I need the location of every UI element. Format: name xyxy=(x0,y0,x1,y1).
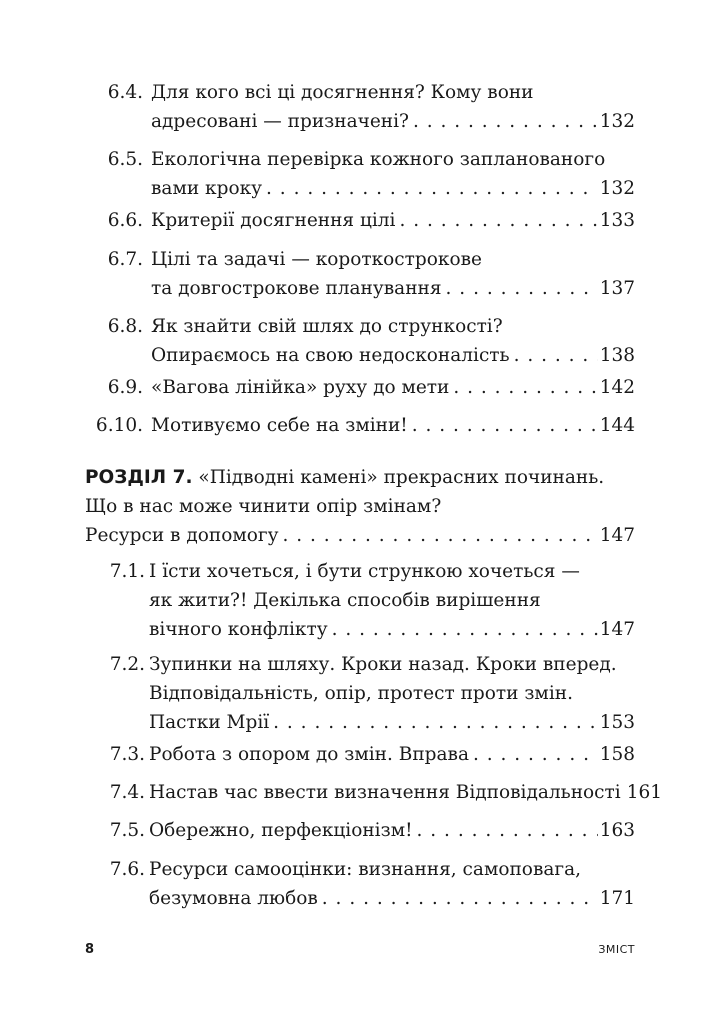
page-number: 8 xyxy=(85,942,95,957)
page-ref: 138 xyxy=(599,345,635,366)
dot-leader xyxy=(412,411,598,440)
page-ref: 147 xyxy=(599,619,635,640)
entry-title-line: Ресурси самооцінки: визнання, самоповага, xyxy=(149,859,581,880)
dot-leader xyxy=(332,615,598,644)
entry-title-line: вічного конфлікту xyxy=(149,619,328,640)
page-ref: 133 xyxy=(599,210,635,231)
entry-number: 6.4. xyxy=(107,82,143,103)
entry-number: 6.9. xyxy=(107,377,143,398)
entry-title-line: Для кого всі ці досягнення? Кому вони xyxy=(151,82,534,103)
entry-title-line: Настав час ввести визначення Відповідальності xyxy=(149,782,621,803)
running-footer-section: ЗМІСТ xyxy=(598,943,635,956)
entry-title-line: І їсти хочеться, і бути стрункою хочеться — xyxy=(149,561,580,582)
page-ref: 137 xyxy=(599,278,635,299)
dot-leader xyxy=(514,341,598,370)
entry-number: 7.1. xyxy=(109,561,145,582)
page-ref: 144 xyxy=(599,415,635,436)
dot-leader xyxy=(473,740,598,769)
entry-title-line: Як знайти свій шлях до стрункості? xyxy=(151,316,503,337)
dot-leader xyxy=(417,816,598,845)
entry-number: 7.6. xyxy=(109,859,145,880)
entry-number: 6.6. xyxy=(107,210,143,231)
entry-number: 6.5. xyxy=(107,149,143,170)
entry-title-line: «Вагова лінійка» руху до мети xyxy=(151,377,450,398)
page-ref: 158 xyxy=(599,744,635,765)
entry-number: 6.7. xyxy=(107,249,143,270)
entry-title-line: Пастки Мрії xyxy=(149,712,270,733)
entry-title-line: Відповідальність, опір, протест проти змін. xyxy=(149,683,573,704)
dot-leader xyxy=(399,206,597,235)
entry-title-line: Робота з опором до змін. Вправа xyxy=(149,744,469,765)
entry-title-line: Зупинки на шляху. Кроки назад. Кроки вперед. xyxy=(149,654,617,675)
page-ref: 161 xyxy=(626,782,662,803)
dot-leader xyxy=(273,708,598,737)
entry-number: 7.5. xyxy=(109,820,145,841)
entry-title-line: Цілі та задачі — короткострокове xyxy=(151,249,482,270)
entry-title-line: Критерії досягнення цілі xyxy=(151,210,396,231)
entry-title-line: Мотивуємо себе на зміни! xyxy=(151,415,408,436)
entry-title-line: як жити?! Декілька способів вирішення xyxy=(149,590,541,611)
chapter-title-line: «Підводні камені» прекрасних починань. xyxy=(198,467,605,488)
chapter-7-heading[interactable] xyxy=(85,463,635,550)
dot-leader xyxy=(413,107,598,136)
dot-leader xyxy=(446,274,598,303)
page-ref: 163 xyxy=(599,820,635,841)
dot-leader xyxy=(453,373,597,402)
entry-number: 6.10. xyxy=(95,415,143,436)
entry-title-line: безумовна любов xyxy=(149,888,318,909)
page-ref: 132 xyxy=(599,178,635,199)
dot-leader xyxy=(282,521,597,550)
chapter-title-line: Що в нас може чинити опір змінам? xyxy=(85,496,442,517)
page-ref: 142 xyxy=(599,377,635,398)
entry-title-line: Опираємось на свою недосконалість xyxy=(151,345,510,366)
entry-title-line: адресовані — призначені? xyxy=(151,111,409,132)
chapter-label: РОЗДІЛ 7. xyxy=(85,467,193,488)
page-ref: 171 xyxy=(599,888,635,909)
entry-number: 7.4. xyxy=(109,782,145,803)
entry-number: 6.8. xyxy=(107,316,143,337)
dot-leader xyxy=(322,884,598,913)
page-ref: 147 xyxy=(599,525,635,546)
chapter-title-line: Ресурси в допомогу xyxy=(85,525,279,546)
entry-title-line: Обережно, перфекціонізм! xyxy=(149,820,413,841)
entry-title-line: та довгострокове планування xyxy=(151,278,442,299)
dot-leader xyxy=(266,174,598,203)
entry-title-line: Екологічна перевірка кожного запланованого xyxy=(151,149,606,170)
entry-title-line: вами кроку xyxy=(151,178,263,199)
entry-number: 7.2. xyxy=(109,654,145,675)
page-ref: 132 xyxy=(599,111,635,132)
entry-number: 7.3. xyxy=(109,744,145,765)
page-ref: 153 xyxy=(599,712,635,733)
